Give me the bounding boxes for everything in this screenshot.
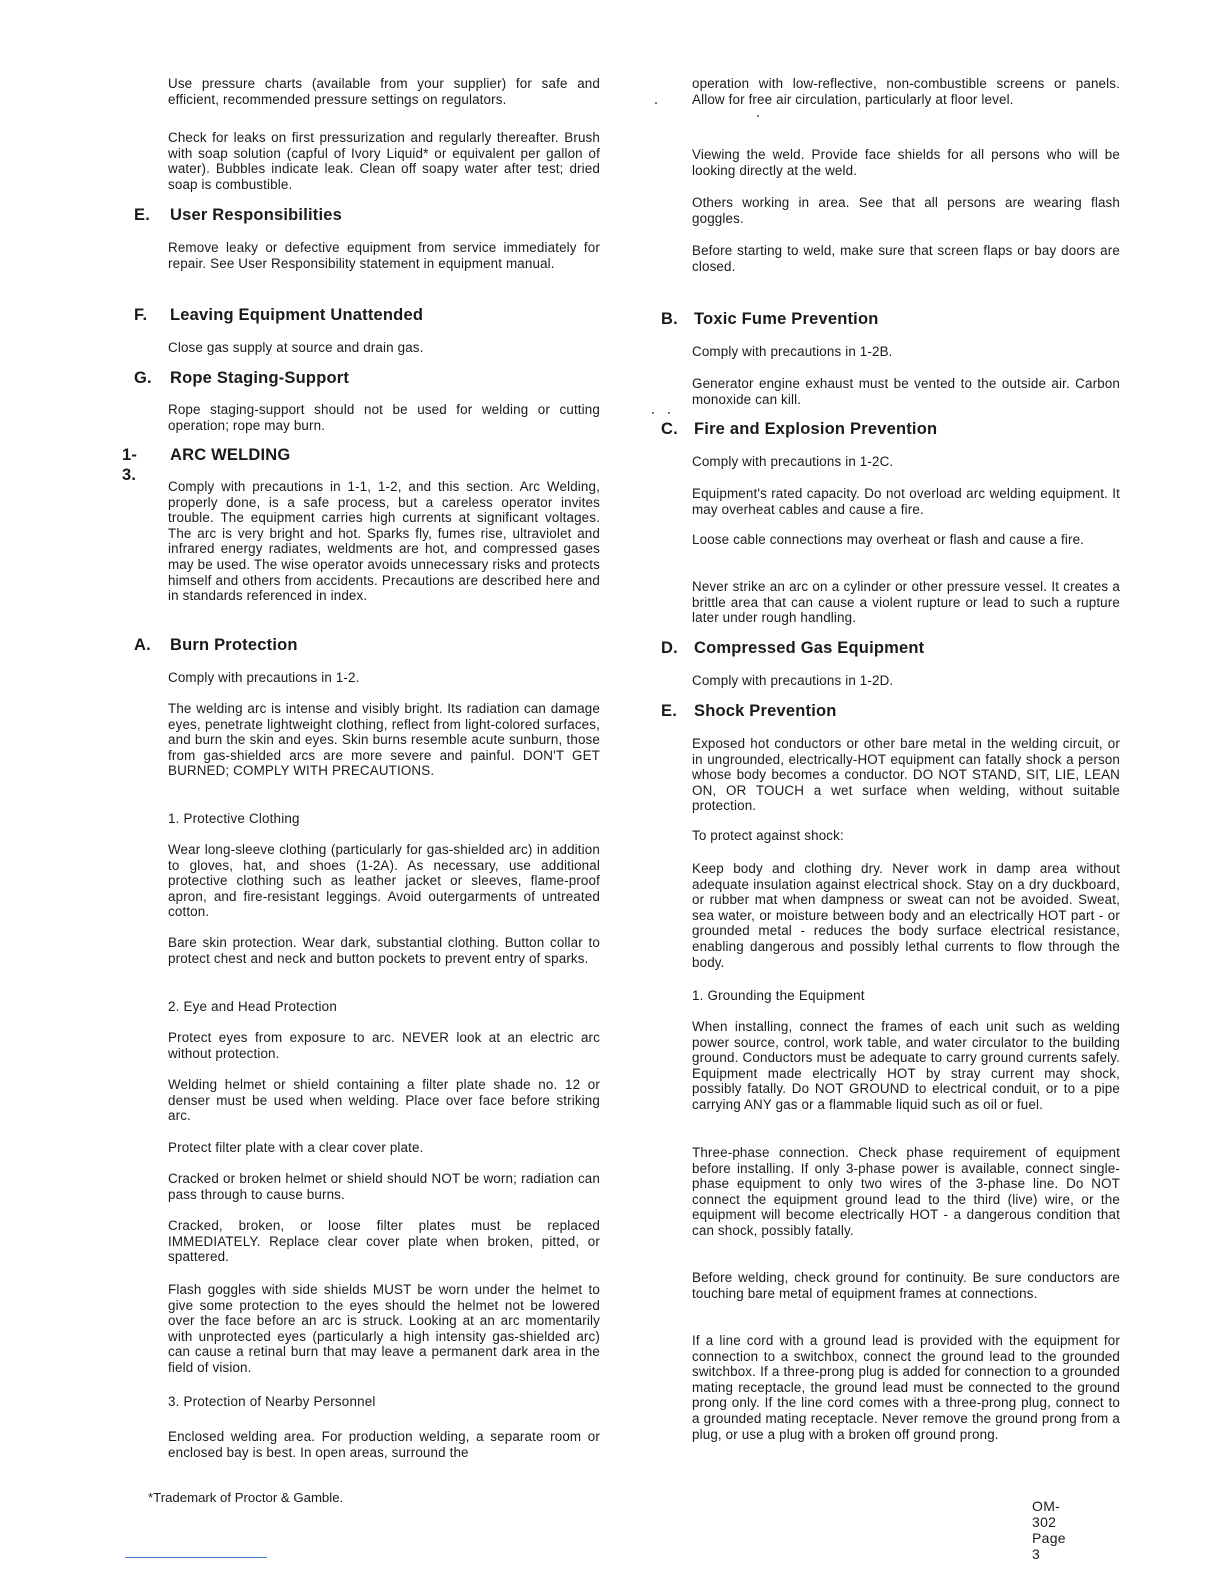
page-number: OM-302 Page 3 <box>1032 1498 1066 1562</box>
paragraph-before-starting: Before starting to weld, make sure that screen flaps or bay doors are closed. <box>692 243 1120 274</box>
paragraph-check-ground: Before welding, check ground for continuity. Be sure conductors are touching bare metal of equipment frames at connections. <box>692 1270 1120 1301</box>
subheading-grounding: 1. Grounding the Equipment <box>692 988 865 1003</box>
paragraph-filter-plate: Protect filter plate with a clear cover plate. <box>168 1140 424 1155</box>
paragraph-leaving-equipment: Close gas supply at source and drain gas. <box>168 340 424 355</box>
paragraph-when-installing: When installing, connect the frames of each unit such as welding power source, control, work table, and water circulator to the building ground. Conductors must be adequate to carry ground currents safely. Equipment made electrically HOT by stray current may shock, possibly fatally. Do NOT GROUND to electrical conduit, or to a pipe carrying ANY gas or a flammable liquid such as oil or fuel. <box>692 1019 1120 1112</box>
section-letter: B. <box>661 310 678 328</box>
paragraph-others-working: Others working in area. See that all persons are wearing flash goggles. <box>692 195 1120 226</box>
section-title: Leaving Equipment Unattended <box>170 306 424 324</box>
paragraph-line-cord: If a line cord with a ground lead is provided with the equipment for connection to a switchbox, connect the ground lead to the grounded switchbox. If a three-prong plug is added for connection to a grounded mating receptacle, the ground lead must be connected to the ground prong only. If the line cord comes with a three-prong plug, connect to a grounded mating receptacle. Never remove the ground prong from a plug, or use a plug with a broken off ground prong. <box>692 1333 1120 1442</box>
paragraph-arc-radiation: The welding arc is intense and visibly bright. Its radiation can damage eyes, penetrate lightweight clothing, reflect from light-colored surfaces, and burn the skin and eyes. Skin burns resemble acute sunburn, those from gas-shielded arcs are more severe and painful. DON'T GET BURNED; COMPLY WITH PRECAUTIONS. <box>168 701 600 779</box>
paragraph-viewing-weld: Viewing the weld. Provide face shields for all persons who will be looking directly at the weld. <box>692 147 1120 178</box>
paragraph-arc-welding: Comply with precautions in 1-1, 1-2, and this section. Arc Welding, properly done, is a safe process, but a careless operator invites trouble. The equipment carries high currents at significant voltages. The arc is very bright and hot. Sparks fly, fumes rise, ultraviolet and infrared energy radiates, weldments are hot, and compressed gases may be used. The wise operator avoids unnecessary risks and protects himself and others from accidents. Precautions are described here and in standards referenced in index. <box>168 479 600 604</box>
paragraph-rated-capacity: Equipment's rated capacity. Do not overload arc welding equipment. It may overheat cables and cause a fire. <box>692 486 1120 517</box>
paragraph-flash-goggles: Flash goggles with side shields MUST be worn under the helmet to give some protection to the eyes should the helmet not be lowered over the face before an arc is struck. Looking at an arc momentarily with unprotected eyes (particularly a high intensity gas-shielded arc) can cause a retinal burn that may leave a permanent dark area in the field of vision. <box>168 1282 600 1375</box>
paragraph-cracked-helmet: Cracked or broken helmet or shield should NOT be worn; radiation can pass through to cause burns. <box>168 1171 600 1202</box>
section-title: Compressed Gas Equipment <box>694 639 925 657</box>
section-title: Fire and Explosion Prevention <box>694 420 938 438</box>
paragraph-burn-comply: Comply with precautions in 1-2. <box>168 670 360 685</box>
bottom-link-rule <box>125 1557 267 1558</box>
paragraph-bare-skin: Bare skin protection. Wear dark, substantial clothing. Button collar to protect chest and neck and button pockets to prevent entry of sparks. <box>168 935 600 966</box>
subheading-nearby-personnel: 3. Protection of Nearby Personnel <box>168 1394 376 1409</box>
paragraph-rope-staging: Rope staging-support should not be used for welding or cutting operation; rope may burn. <box>168 402 600 433</box>
paragraph-check-leaks: Check for leaks on first pressurization and regularly thereafter. Brush with soap solution (capful of Ivory Liquid* or equivalent per gallon of water). Bubbles indicate leak. Clean off soapy water after test; dried soap is combustible. <box>168 130 600 192</box>
footnote-trademark: *Trademark of Proctor & Gamble. <box>148 1490 344 1505</box>
section-letter: C. <box>661 420 678 438</box>
paragraph-pressure-charts: Use pressure charts (available from your supplier) for safe and efficient, recommended pressure settings on regulators. <box>168 76 600 107</box>
section-letter: D. <box>661 639 678 657</box>
paragraph-operation-continued: operation with low-reflective, non-combustible screens or panels. Allow for free air circulation, particularly at floor level. <box>692 76 1120 107</box>
paragraph-loose-cable: Loose cable connections may overheat or flash and cause a fire. <box>692 532 1085 547</box>
paragraph-exposed-conductors: Exposed hot conductors or other bare metal in the welding circuit, or in ungrounded, electrically-HOT equipment can fatally shock a person whose body becomes a conductor. DO NOT STAND, SIT, LIE, LEAN ON, OR TOUCH a wet surface when welding, without suitable protection. <box>692 736 1120 814</box>
subheading-protective-clothing: 1. Protective Clothing <box>168 811 300 826</box>
section-title: Burn Protection <box>170 636 298 654</box>
paragraph-three-phase: Three-phase connection. Check phase requirement of equipment before installing. If only 3-phase power is available, connect single-phase equipment to only two wires of the 3-phase line. Do NOT connect the equipment ground lead to the third (live) wire, or the equipment will become electrically HOT - a dangerous condition that can shock, possibly fatally. <box>692 1145 1120 1238</box>
paragraph-user-responsibilities: Remove leaky or defective equipment from service immediately for repair. See User Responsibility statement in equipment manual. <box>168 240 600 271</box>
section-title: ARC WELDING <box>170 446 291 464</box>
section-letter: E. <box>661 702 677 720</box>
paragraph-gas-comply: Comply with precautions in 1-2D. <box>692 673 894 688</box>
paragraph-enclosed-area: Enclosed welding area. For production welding, a separate room or enclosed bay is best. In open areas, surround the <box>168 1429 600 1460</box>
section-title: Rope Staging-Support <box>170 369 350 387</box>
paragraph-generator-exhaust: Generator engine exhaust must be vented to the outside air. Carbon monoxide can kill. <box>692 376 1120 407</box>
section-title: Shock Prevention <box>694 702 837 720</box>
section-letter: E. <box>134 206 150 224</box>
paragraph-welding-helmet: Welding helmet or shield containing a filter plate shade no. 12 or denser must be used when welding. Place over face before striking arc. <box>168 1077 600 1124</box>
scan-speck <box>655 102 657 104</box>
scan-speck <box>668 412 670 414</box>
paragraph-never-strike: Never strike an arc on a cylinder or other pressure vessel. It creates a brittle area that can cause a violent rupture or lead to such a rupture later under rough handling. <box>692 579 1120 626</box>
paragraph-keep-dry: Keep body and clothing dry. Never work in damp area without adequate insulation against electrical shock. Stay on a dry duckboard, or rubber mat when dampness or sweat can not be avoided. Sweat, sea water, or moisture between body and an electrically HOT part - or grounded metal - reduces the body surface electrical resistance, enabling dangerous and possibly lethal currents to flow through the body. <box>692 861 1120 970</box>
paragraph-protect-shock: To protect against shock: <box>692 828 844 843</box>
section-letter: G. <box>134 369 152 387</box>
paragraph-protect-eyes: Protect eyes from exposure to arc. NEVER look at an electric arc without protection. <box>168 1030 600 1061</box>
section-number: 1-3. <box>122 446 138 484</box>
paragraph-fire-comply: Comply with precautions in 1-2C. <box>692 454 894 469</box>
section-letter: F. <box>134 306 148 324</box>
paragraph-toxic-comply: Comply with precautions in 1-2B. <box>692 344 893 359</box>
subheading-eye-head-protection: 2. Eye and Head Protection <box>168 999 337 1014</box>
paragraph-long-sleeve: Wear long-sleeve clothing (particularly for gas-shielded arc) in addition to gloves, hat, and shoes (1-2A). As necessary, use additional protective clothing such as leather jacket or sleeves, flame-proof apron, and fire-resistant leggings. Avoid outergarments of untreated cotton. <box>168 842 600 920</box>
section-title: User Responsibilities <box>170 206 343 224</box>
scan-speck <box>757 115 759 117</box>
scan-speck <box>652 412 654 414</box>
section-letter: A. <box>134 636 151 654</box>
paragraph-cracked-filter: Cracked, broken, or loose filter plates must be replaced IMMEDIATELY. Replace clear cover plate when broken, pitted, or spattered. <box>168 1218 600 1265</box>
section-title: Toxic Fume Prevention <box>694 310 879 328</box>
